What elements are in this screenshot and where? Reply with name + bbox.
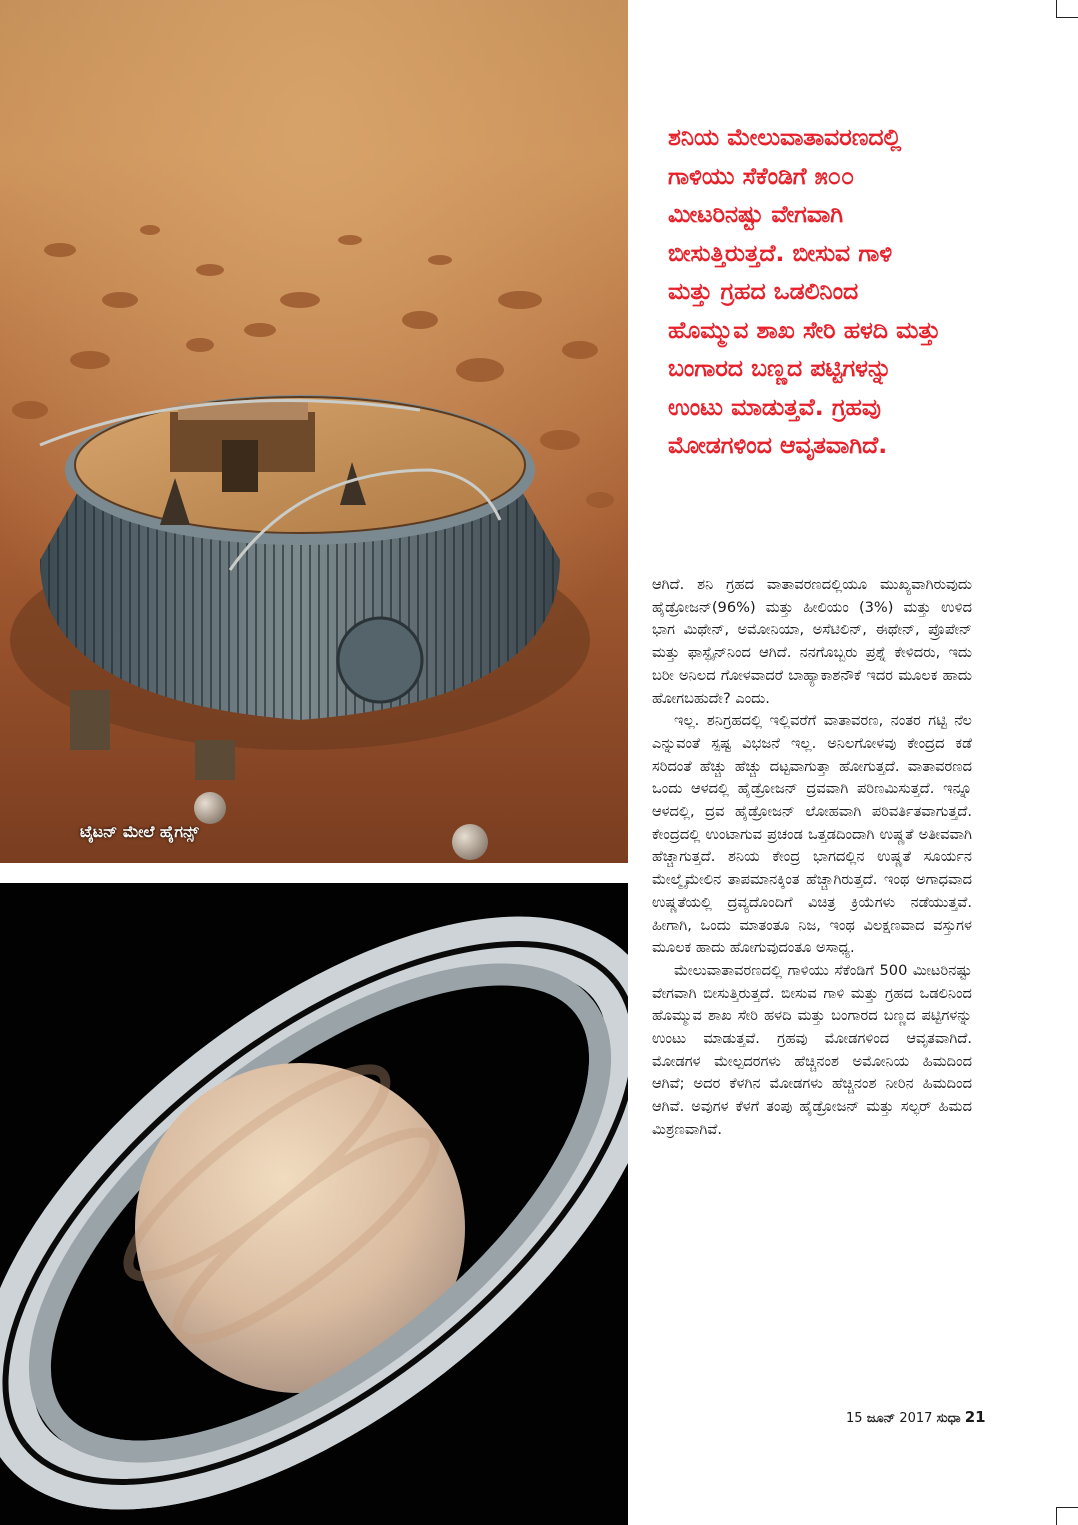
crop-mark-top-right-horizontal [1057,17,1078,18]
page-folio [846,1408,986,1426]
folio-magazine: ಸುಧಾ [936,1411,961,1426]
folio-year: 2017 [899,1411,933,1426]
pull-quote-line: ಮೀಟರಿನಷ್ಟು ವೇಗವಾಗಿ [668,200,844,228]
titan-huygens-image [0,0,628,863]
folio-day: 15 [846,1411,863,1426]
pull-quote-line: ಹೊಮ್ಮುವ ಶಾಖ ಸೇರಿ ಹಳದಿ ಮತ್ತು [668,315,941,344]
pull-quote-line: ಉಂಟು ಮಾಡುತ್ತವೆ. ಗ್ರಹವು [668,392,881,421]
body-paragraph-3: ಮೇಲುವಾತಾವರಣದಲ್ಲಿ ಗಾಳಿಯು ಸೆಕೆಂಡಿಗೆ 500 ಮೀಟರಿನಷ್ಟು ವೇಗವಾಗಿ ಬೀಸುತ್ತಿರುತ್ತದೆ. ಬೀಸುವ ಗಾಳಿ ಮತ್ತು ಗ್ರಹದ ಒಡಲಿನಿಂದ ಹೊಮ್ಮುವ ಶಾಖ ಸೇರಿ ಹಳದಿ ಮತ್ತು ಬಂಗಾರದ ಬಣ್ಣದ ಪಟ್ಟಿಗಳನ್ನು ಉಂಟು ಮಾಡುತ್ತವೆ. ಗ್ರಹವು ಮೋಡಗಳಿಂದ ಆವೃತವಾಗಿದೆ. ಮೋಡಗಳ ಮೇಲ್ಪದರಗಳು ಹೆಚ್ಚಿನಂಶ ಅಮೋನಿಯ ಹಿಮದಿಂದ ಆಗಿವೆ; ಅದರ ಕೆಳಗಿನ ಮೋಡಗಳು ಹೆಚ್ಚಿನಂಶ ನೀರಿನ ಹಿಮದಿಂದ ಆಗಿವೆ. ಅವುಗಳ ಕೆಳಗೆ ತಂಪು ಹೈಡ್ರೋಜನ್ ಮತ್ತು ಸಲ್ಫರ್ ಹಿಮದ ಮಿಶ್ರಣವಾಗಿವೆ. [652,961,972,1138]
pull-quote [668,118,1068,465]
body-paragraph-1: ಆಗಿದೆ. ಶನಿ ಗ್ರಹದ ವಾತಾವರಣದಲ್ಲಿಯೂ ಮುಖ್ಯವಾಗಿರುವುದು ಹೈಡ್ರೋಜನ್(96%) ಮತ್ತು ಹೀಲಿಯಂ (3%) ಮತ್ತು ಉಳಿದ ಭಾಗ ಮಿಥೇನ್, ಅಮೋನಿಯಾ, ಅಸೆಟಿಲಿನ್, ಈಥೇನ್, ಪ್ರೊಪೇನ್ ಮತ್ತು ಫಾಸ್ಫೈನ್‌ನಿಂದ ಆಗಿದೆ. ನನಗೊಬ್ಬರು ಪ್ರಶ್ನೆ ಕೇಳಿದರು, ಇದು ಬರೀ ಅನಿಲದ ಗೋಳವಾದರೆ ಬಾಹ್ಯಾಕಾಶನೌಕೆ ಇದರ ಮೂಲಕ ಹಾದು ಹೋಗಬಹುದೇ? ಎಂದು. [652,576,972,707]
crop-mark-bottom-right-vertical [1056,1507,1057,1525]
folio-month: ಜೂನ್ [866,1411,896,1426]
pull-quote-line: ಬೀಸುತ್ತಿರುತ್ತದೆ. ಬೀಸುವ ಗಾಳಿ [668,238,893,267]
saturn-image [0,883,628,1525]
pull-quote-line: ಶನಿಯ ಮೇಲುವಾತಾವರಣದಲ್ಲಿ [668,123,902,151]
crop-mark-bottom-right-horizontal [1057,1507,1078,1508]
body-paragraph-2: ಇಲ್ಲ. ಶನಿಗ್ರಹದಲ್ಲಿ ಇಲ್ಲಿವರೆಗೆ ವಾತಾವರಣ, ನಂತರ ಗಟ್ಟಿ ನೆಲ ಎನ್ನುವಂತೆ ಸ್ಪಷ್ಟ ವಿಭಜನೆ ಇಲ್ಲ. ಅನಿಲಗೋಳವು ಕೇಂದ್ರದ ಕಡೆ ಸರಿದಂತೆ ಹೆಚ್ಚು ಹೆಚ್ಚು ದಟ್ಟವಾಗುತ್ತಾ ಹೋಗುತ್ತದೆ. ವಾತಾವರಣದ ಒಂದು ಆಳದಲ್ಲಿ ಹೈಡ್ರೋಜನ್ ದ್ರವವಾಗಿ ಪರಿಣಮಿಸುತ್ತದೆ. ಇನ್ನೂ ಆಳದಲ್ಲಿ, ದ್ರವ ಹೈಡ್ರೋಜನ್ ಲೋಹವಾಗಿ ಪರಿವರ್ತಿತವಾಗುತ್ತದೆ. ಕೇಂದ್ರದಲ್ಲಿ ಉಂಟಾಗುವ ಪ್ರಚಂಡ ಒತ್ತಡದಿಂದಾಗಿ ಉಷ್ಣತೆ ಅತೀವವಾಗಿ ಹೆಚ್ಚಾಗುತ್ತದೆ. ಶನಿಯ ಕೇಂದ್ರ ಭಾಗದಲ್ಲಿನ ಉಷ್ಣತೆ ಸೂರ್ಯನ ಮೇಲ್ಮೈಮೇಲಿನ ತಾಪಮಾನಕ್ಕಿಂತ ಹೆಚ್ಚಾಗಿರುತ್ತದೆ. ಇಂಥ ಅಗಾಧವಾದ ಉಷ್ಣತೆಯಲ್ಲಿ ದ್ರವ್ಯದೊಂದಿಗೆ ವಿಚಿತ್ರ ಕ್ರಿಯೆಗಳು ನಡೆಯುತ್ತವೆ. ಹೀಗಾಗಿ, ಒಂದು ಮಾತಂತೂ ನಿಜ, ಇಂಥ ವಿಲಕ್ಷಣವಾದ ವಸ್ತುಗಳ ಮೂಲಕ ಹಾದು ಹೋಗುವುದಂತೂ ಅಸಾಧ್ಯ. [652,712,972,957]
crop-mark-top-right-vertical [1056,0,1057,18]
pull-quote-line: ಬಂಗಾರದ ಬಣ್ಣದ ಪಟ್ಟಿಗಳನ್ನು [668,354,892,382]
article-body [652,574,972,1142]
saturn-illustration [0,883,628,1525]
titan-illustration [0,0,628,863]
pull-quote-line: ಗಾಳಿಯು ಸೆಕೆಂಡಿಗೆ ೫೦೦ [668,161,855,190]
titan-image-caption: ಟೈಟನ್ ಮೇಲೆ ಹೈಗನ್ಸ್ [80,822,199,841]
page-number: 21 [964,1408,986,1426]
pull-quote-line: ಮತ್ತು ಗ್ರಹದ ಒಡಲಿನಿಂದ [668,277,859,305]
pull-quote-line: ಮೋಡಗಳಿಂದ ಆವೃತವಾಗಿದೆ. [668,431,888,459]
